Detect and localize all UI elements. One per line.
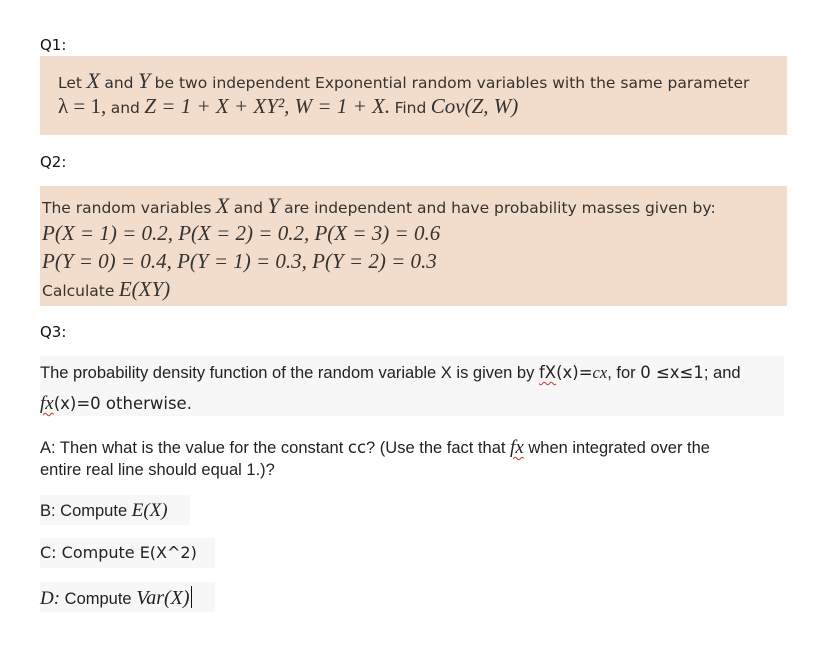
q2-pmf-y: P(Y = 0) = 0.4, P(Y = 1) = 0.3, P(Y = 2) = 0.3 bbox=[42, 249, 437, 273]
q2-line4 bbox=[42, 277, 170, 302]
q2-var-y: Y bbox=[267, 193, 280, 218]
q2-pmf-x: P(X = 1) = 0.2, P(X = 2) = 0.2, P(X = 3) = 0.6 bbox=[42, 221, 441, 245]
q3-part-c: C: Compute E(X^2) bbox=[40, 543, 197, 562]
q3-line2 bbox=[40, 393, 192, 415]
q3-text: (x)= bbox=[556, 363, 593, 382]
q3-part-d bbox=[40, 586, 192, 610]
q1-line1 bbox=[58, 68, 749, 94]
q2-text: and bbox=[233, 199, 263, 217]
q3-ex: E(X) bbox=[131, 500, 168, 521]
q3-part-a-line1 bbox=[40, 437, 710, 459]
q3-text: ; and bbox=[703, 364, 741, 382]
q1-var-x: X bbox=[86, 68, 100, 93]
q1-var-y: Y bbox=[137, 68, 151, 93]
q3-text: Compute bbox=[60, 590, 137, 608]
q3-text: , for bbox=[607, 364, 641, 382]
q1-definitions: Z = 1 + X + XY², W = 1 + X. bbox=[144, 94, 391, 118]
q1-lambda: λ = 1, bbox=[58, 94, 107, 118]
q3-cc: cc bbox=[347, 438, 367, 457]
q2-text: The random variables bbox=[42, 199, 212, 217]
q1-text: and bbox=[104, 74, 134, 92]
q3-text: when integrated over the bbox=[523, 439, 710, 457]
q3-part-a-line2: entire real line should equal 1.)? bbox=[40, 461, 275, 479]
q3-fx-symbol: fx bbox=[40, 393, 54, 414]
q2-line1 bbox=[42, 193, 716, 219]
q3-fx-symbol: fX bbox=[538, 363, 557, 382]
q3-text: B: Compute bbox=[40, 502, 132, 520]
q3-label: Q3: bbox=[40, 323, 67, 341]
q2-exy: E(XY) bbox=[118, 277, 171, 301]
q1-line2 bbox=[58, 94, 518, 119]
q3-fx-symbol: fx bbox=[510, 437, 524, 458]
q3-range: 0 ≤x≤1 bbox=[640, 363, 704, 382]
q3-var: Var(X) bbox=[136, 587, 190, 609]
q2-calc-label: Calculate bbox=[42, 282, 115, 300]
text-cursor bbox=[191, 586, 192, 608]
q3-text: (x)=0 otherwise. bbox=[53, 394, 192, 413]
q1-cov: Cov(Z, W) bbox=[430, 94, 519, 118]
q2-var-x: X bbox=[215, 193, 230, 218]
q1-text: Let bbox=[58, 74, 82, 92]
q3-d-label: D: bbox=[40, 588, 61, 609]
q1-text: and bbox=[110, 99, 140, 117]
q3-text: The probability density function of the random variable X is given by bbox=[40, 364, 539, 382]
q2-text: are independent and have probability masses given by: bbox=[284, 199, 716, 217]
q1-label: Q1: bbox=[40, 36, 67, 54]
q3-text: A: Then what is the value for the constant bbox=[40, 439, 348, 457]
q2-label: Q2: bbox=[40, 153, 67, 171]
q3-line1 bbox=[40, 363, 741, 383]
q3-text: ? (Use the fact that bbox=[366, 439, 511, 457]
q3-part-b bbox=[40, 500, 168, 522]
q1-text: be two independent Exponential random variables with the same parameter bbox=[154, 74, 750, 92]
q1-text: Find bbox=[394, 99, 427, 117]
q3-cx: cx bbox=[592, 363, 608, 382]
